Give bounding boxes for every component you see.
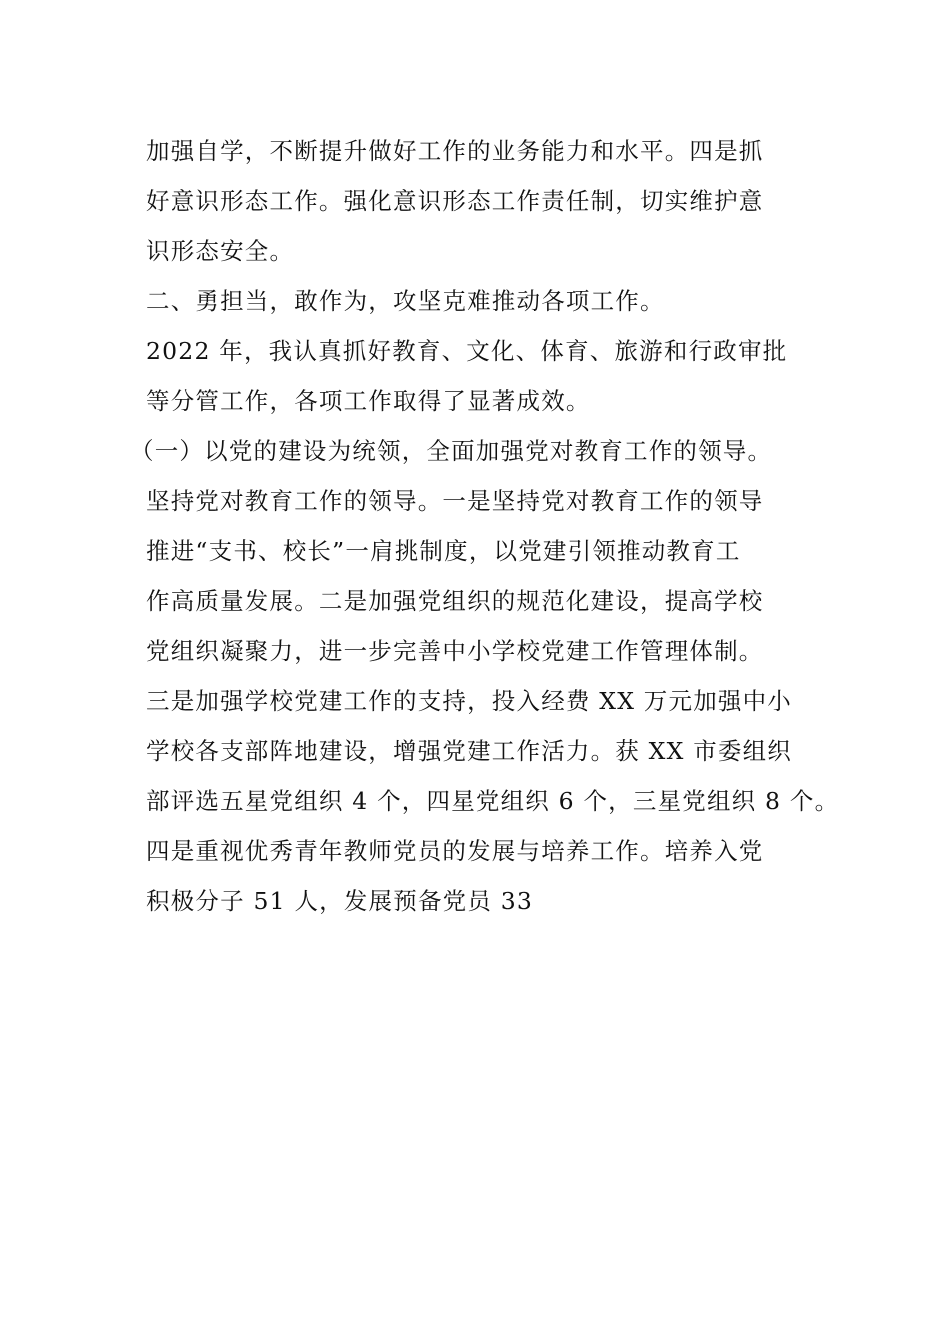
text-line-15: 四是重视优秀青年教师党员的发展与培养工作。培养入党 — [146, 837, 764, 865]
text-line-10: 作高质量发展。二是加强党组织的规范化建设，提高学校 — [146, 587, 764, 615]
section-heading-2: 二、勇担当，敢作为，攻坚克难推动各项工作。 — [146, 287, 665, 315]
text-line-2: 好意识形态工作。强化意识形态工作责任制，切实维护意 — [146, 187, 764, 215]
text-line-6: 等分管工作，各项工作取得了显著成效。 — [146, 387, 591, 415]
text-line-5: 2022 年，我认真抓好教育、文化、体育、旅游和行政审批 — [146, 337, 788, 365]
text-line-9: 推进“支书、校长”一肩挑制度，以党建引领推动教育工 — [146, 537, 741, 565]
document-body — [130, 126, 846, 926]
text-line-12: 三是加强学校党建工作的支持，投入经费 XX 万元加强中小 — [146, 687, 792, 715]
text-line-1: 加强自学，不断提升做好工作的业务能力和水平。四是抓 — [146, 137, 764, 165]
text-line-8: 坚持党对教育工作的领导。一是坚持党对教育工作的领导 — [146, 487, 764, 515]
subsection-heading-1: （一）以党的建设为统领，全面加强党对教育工作的领导。 — [130, 437, 773, 465]
text-line-11: 党组织凝聚力，进一步完善中小学校党建工作管理体制。 — [146, 637, 764, 665]
text-line-3: 识形态安全。 — [146, 237, 295, 265]
text-line-14: 部评选五星党组织 4 个，四星党组织 6 个，三星党组织 8 个。 — [146, 787, 840, 815]
text-line-13: 学校各支部阵地建设，增强党建工作活力。获 XX 市委组织 — [146, 737, 792, 765]
text-line-16: 积极分子 51 人，发展预备党员 33 — [146, 887, 534, 915]
